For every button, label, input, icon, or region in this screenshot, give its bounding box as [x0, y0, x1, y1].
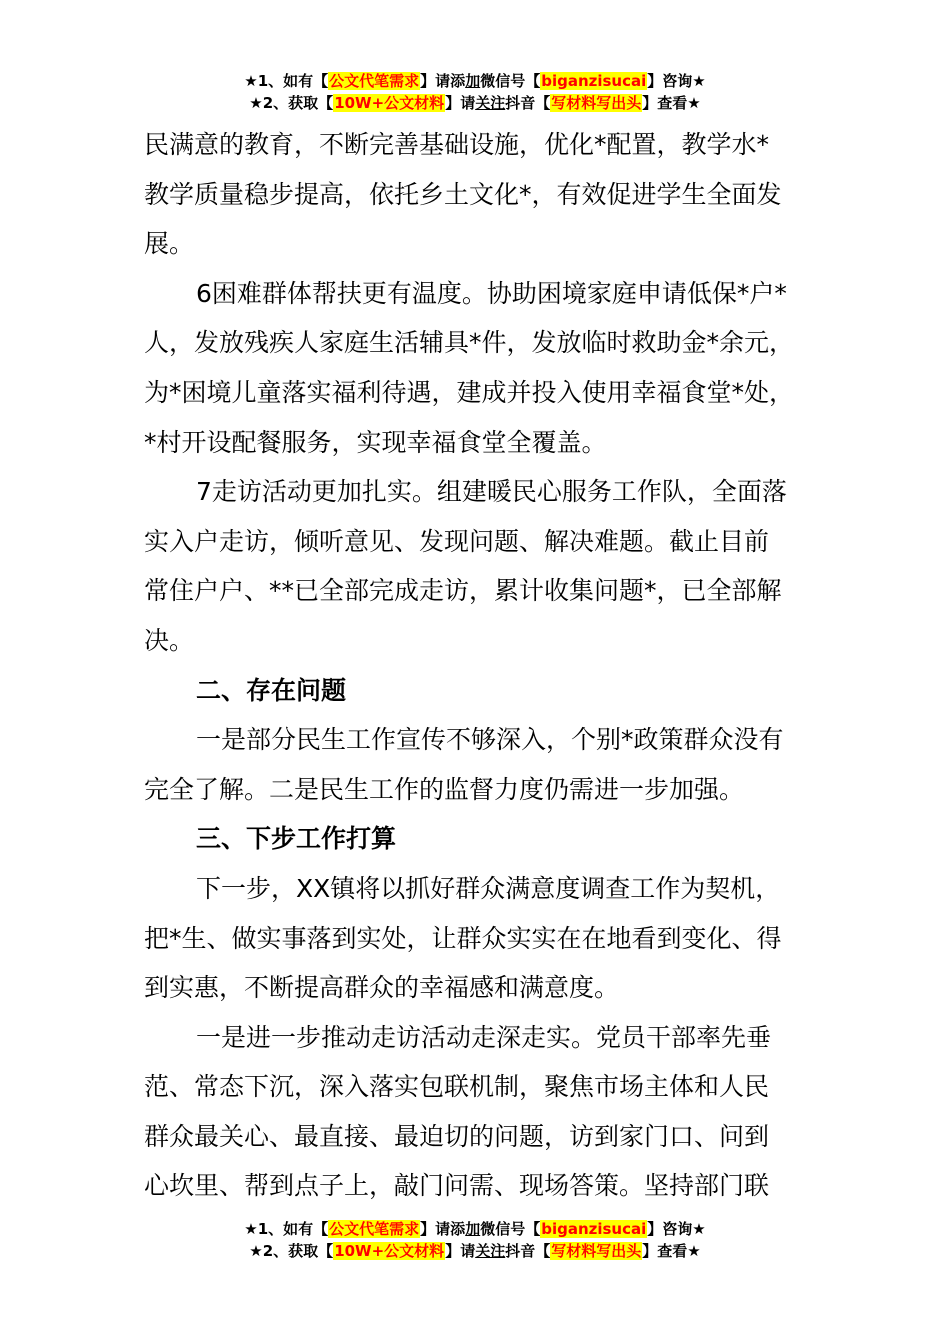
- promo-text: ★1、如有【: [244, 72, 329, 90]
- paragraph-start-line: 7走访活动更加扎实。组建暖民心服务工作队，全面落: [196, 477, 787, 507]
- promo-douyin-id: 写材料写出头: [551, 94, 642, 112]
- promo-line-2: [0, 92, 950, 114]
- section-heading: 二、存在问题: [196, 675, 347, 705]
- body-line: 群众最关心、最直接、最迫切的问题，访到家门口、问到: [144, 1121, 770, 1151]
- body-line: 民满意的教育，不断完善基础设施，优化*配置，教学水*: [144, 130, 770, 159]
- body-line: 实入户走访，倾听意见、发现问题、解决难题。截止目前: [144, 526, 770, 556]
- body-line: 常住户户、**已全部完成走访，累计收集问题*，已全部解: [144, 576, 782, 606]
- paragraph-start-line: 6困难群体帮扶更有温度。协助困境家庭申请低保*户*: [196, 278, 787, 308]
- body-line: 心坎里、帮到点子上，敲门问需、现场答策。坚持部门联: [144, 1171, 770, 1201]
- promo-highlight: 10W+公文材料: [334, 1242, 445, 1260]
- paragraph-start-line: 一是部分民生工作宣传不够深入，个别*政策群众没有: [196, 725, 784, 755]
- promo-underlined: 关注: [475, 1242, 506, 1260]
- promo-text: 】请添: [420, 72, 466, 90]
- promo-douyin-id: 写材料写出头: [551, 1242, 642, 1260]
- promo-text: 微信号【: [480, 72, 541, 90]
- body-line: 为*困境儿童落实福利待遇，建成并投入使用幸福食堂*处，: [144, 377, 795, 407]
- promo-underlined: 加: [465, 72, 481, 90]
- promo-highlight: 10W+公文材料: [334, 94, 445, 112]
- promo-text: 】请: [445, 94, 476, 112]
- promo-underlined: 加: [465, 1220, 481, 1238]
- promo-text: ★1、如有【: [244, 1220, 329, 1238]
- body-line: *村开设配餐服务，实现幸福食堂全覆盖。: [144, 427, 607, 457]
- paragraph-start-line: 下一步，XX镇将以抓好群众满意度调查工作为契机，: [196, 873, 781, 903]
- body-line: 范、常态下沉，深入落实包联机制，聚焦市场主体和人民: [144, 1072, 770, 1102]
- promo-line-1: [0, 70, 950, 92]
- promo-wechat-id: biganzisucai: [541, 72, 647, 90]
- body-line: 教学质量稳步提高，依托乡土文化*，有效促进学生全面发: [144, 179, 782, 209]
- body-line: 展。: [144, 229, 195, 259]
- document-body: [144, 120, 834, 1211]
- promo-text: 】咨询★: [647, 72, 706, 90]
- body-line: 到实惠，不断提高群众的幸福感和满意度。: [144, 973, 620, 1003]
- promo-line-2: [0, 1240, 950, 1262]
- paragraph-start-line: 一是进一步推动走访活动走深走实。党员干部率先垂: [196, 1022, 772, 1052]
- promo-text: 】咨询★: [647, 1220, 706, 1238]
- promo-text: 抖音【: [505, 1242, 551, 1260]
- promo-text: 】查看★: [642, 1242, 701, 1260]
- promo-text: 】请: [445, 1242, 476, 1260]
- header-promo-banner: [0, 70, 950, 114]
- footer-promo-banner: [0, 1218, 950, 1262]
- section-heading: 三、下步工作打算: [196, 824, 397, 854]
- promo-text: 抖音【: [505, 94, 551, 112]
- promo-text: 】查看★: [642, 94, 701, 112]
- promo-text: 微信号【: [480, 1220, 541, 1238]
- promo-line-1: [0, 1218, 950, 1240]
- promo-highlight: 公文代笔需求: [329, 72, 420, 90]
- promo-text: ★2、获取【: [249, 94, 334, 112]
- body-line: 把*生、做实事落到实处，让群众实实在在地看到变化、得: [144, 923, 782, 953]
- promo-text: 】请添: [420, 1220, 466, 1238]
- promo-wechat-id: biganzisucai: [541, 1220, 647, 1238]
- promo-text: ★2、获取【: [249, 1242, 334, 1260]
- body-line: 完全了解。二是民生工作的监督力度仍需进一步加强。: [144, 774, 745, 804]
- body-line: 人，发放残疾人家庭生活辅具*件，发放临时救助金*余元，: [144, 328, 795, 358]
- body-line: 决。: [144, 625, 195, 655]
- promo-underlined: 关注: [475, 94, 506, 112]
- promo-highlight: 公文代笔需求: [329, 1220, 420, 1238]
